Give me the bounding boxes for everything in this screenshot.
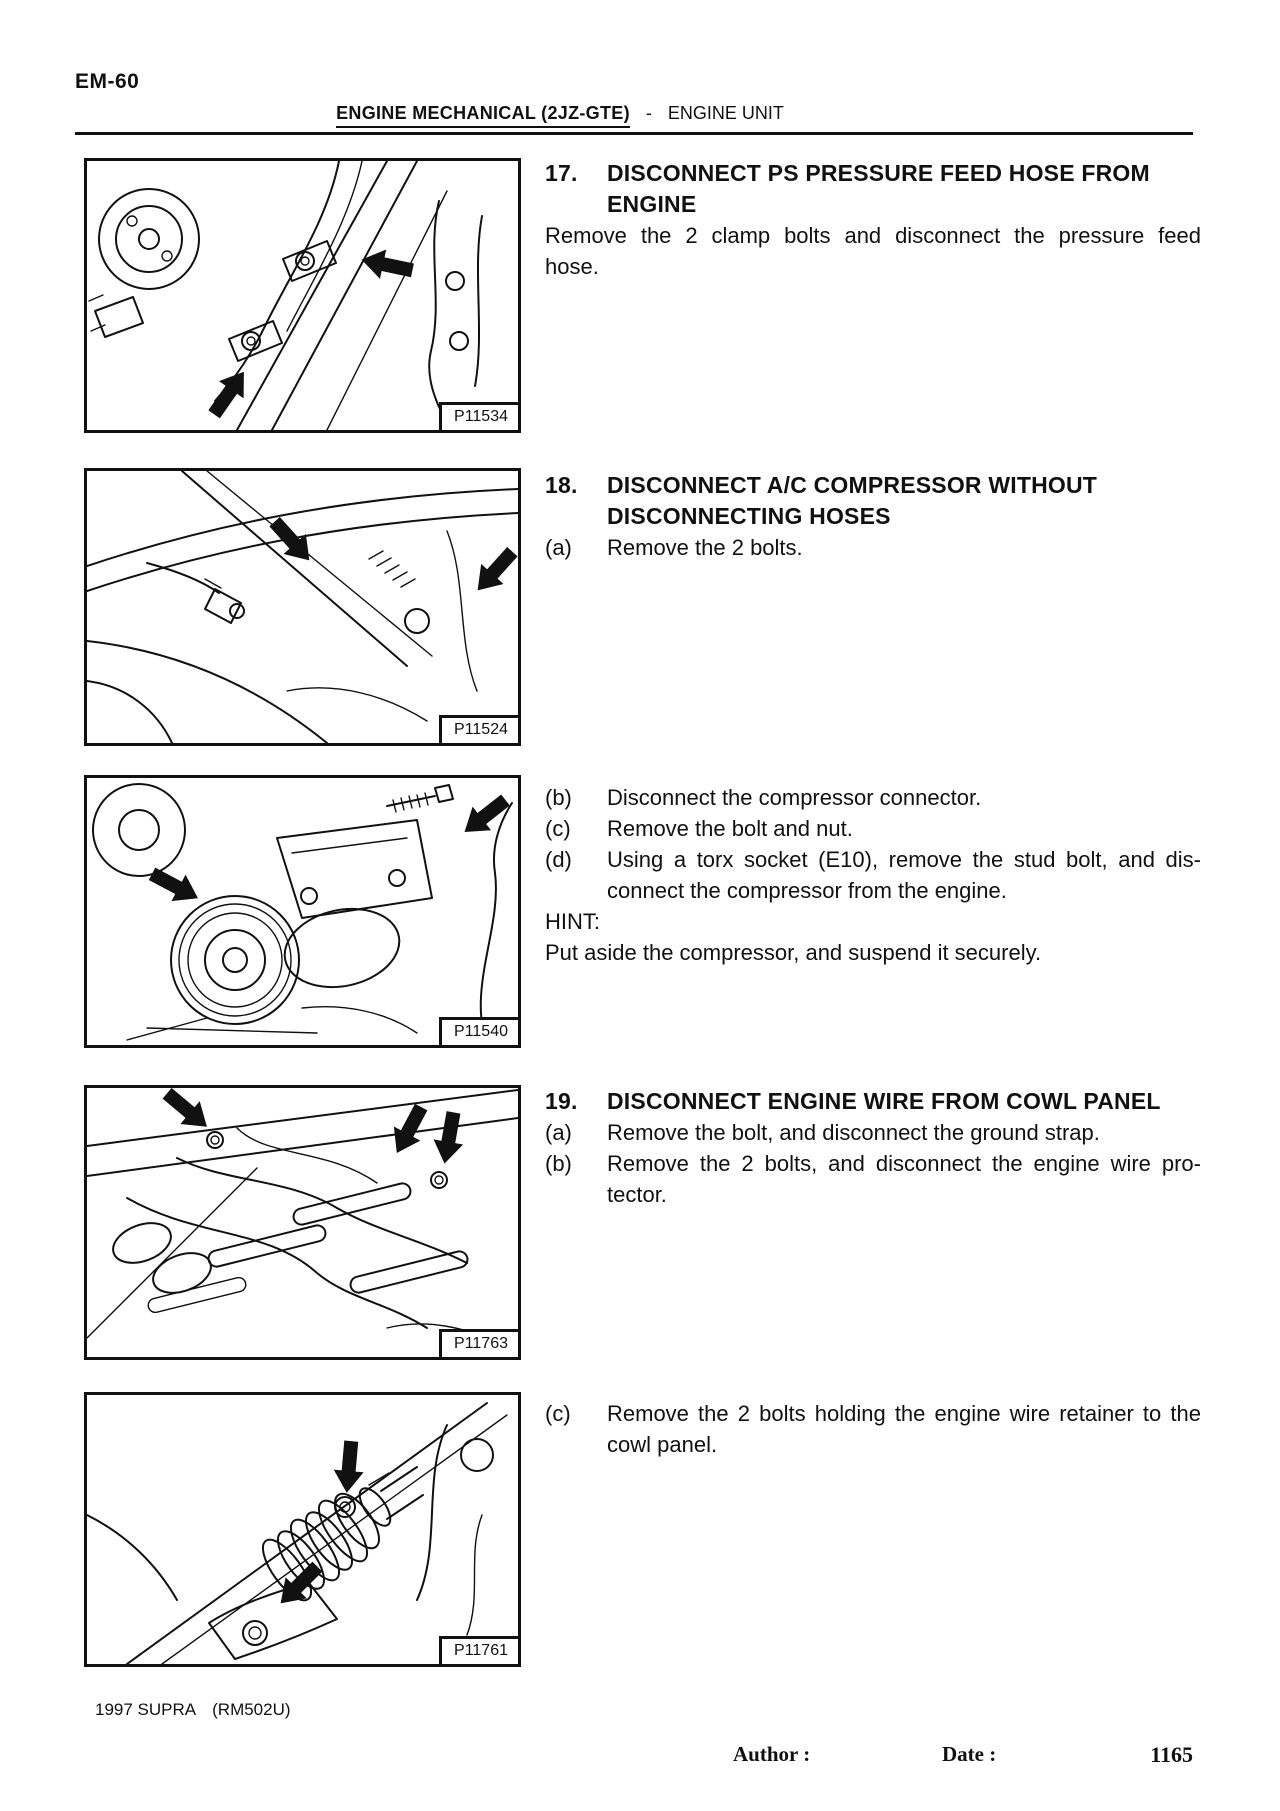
model-year-name: 1997 SUPRA [95,1700,197,1719]
figure-compressor-removal [84,775,521,1048]
figure-label: P11540 [439,1017,518,1045]
substep-label: (c) [545,1401,571,1426]
substep-text: Remove the bolt and nut. [607,816,853,841]
engine-illustration [87,471,518,743]
figure-label: P11763 [439,1329,518,1357]
substep-label: (a) [545,535,572,560]
figure-wire-retainer [84,1392,521,1667]
substep-text: Remove the bolt, and disconnect the ground strap. [607,1120,1100,1145]
step-19-block [545,1086,1201,1210]
hint-text: Put aside the compressor, and suspend it securely. [545,940,1042,965]
engine-illustration [87,1088,518,1357]
footer-row [0,1742,1280,1772]
callout-arrow [263,512,320,571]
substep-label: (b) [545,1151,572,1176]
manual-code: (RM502U) [212,1700,291,1719]
substep-text: Disconnect the compressor connector. [607,785,982,810]
step-title-line: DISCONNECT A/C COMPRESSOR WITHOUT [607,472,1098,498]
engine-illustration [87,1395,518,1664]
step-body-line: Remove the 2 clamp bolts and disconnect the pressure feed [545,223,1201,248]
substep-text: Using a torx socket (E10), remove the stud bolt, and dis- [607,847,1201,872]
substep-label: (d) [545,847,572,872]
engine-illustration [87,161,518,430]
step-body-line: hose. [545,254,599,279]
step-18-cont-block [545,782,1201,968]
substep-label: (b) [545,785,572,810]
engine-illustration [87,778,518,1045]
page-header [75,103,1045,124]
step-number: 18. [545,472,578,498]
callout-arrow [332,1440,366,1494]
callout-arrow [202,363,256,423]
header-section: ENGINE UNIT [667,103,784,123]
step-18-block [545,470,1201,563]
header-rule [75,132,1193,135]
figure-label: P11534 [439,402,518,430]
figure-engine-wire-cowl [84,1085,521,1360]
callout-arrow [455,788,514,844]
callout-arrow [430,1110,469,1166]
step-title-line: DISCONNECT ENGINE WIRE FROM COWL PANEL [607,1088,1161,1114]
step-title-line: DISCONNECT PS PRESSURE FEED HOSE FROM [607,160,1150,186]
substep-text: Remove the 2 bolts holding the engine wire retainer to the [607,1401,1201,1426]
substep-label: (a) [545,1120,572,1145]
footer-model [95,1700,307,1720]
substep-text: Remove the 2 bolts, and disconnect the engine wire pro- [607,1151,1201,1176]
figure-label: P11524 [439,715,518,743]
page-code: EM-60 [75,70,140,93]
author-label: Author : [733,1742,811,1766]
substep-text: tector. [607,1182,667,1207]
substep-text: connect the compressor from the engine. [607,878,1007,903]
header-chapter: ENGINE MECHANICAL (2JZ-GTE) [336,103,630,128]
callout-arrow [358,245,415,285]
callout-arrow [145,861,205,912]
step-17-block [545,158,1201,282]
substep-label: (c) [545,816,571,841]
step-title-line: ENGINE [607,191,697,217]
page-number: 1165 [1150,1742,1193,1767]
header-separator: - [645,103,652,123]
hint-label: HINT: [545,909,600,934]
step-number: 19. [545,1088,578,1114]
substep-text: cowl panel. [607,1432,718,1457]
figure-label: P11761 [439,1636,518,1664]
date-label: Date : [942,1742,997,1766]
figure-ac-compressor-bolts [84,468,521,746]
substep-text: Remove the 2 bolts. [607,535,803,560]
figure-ps-hose [84,158,521,433]
step-number: 17. [545,160,578,186]
callout-arrow [466,542,518,601]
step-title-line: DISCONNECTING HOSES [607,503,891,529]
step-19-cont-block [545,1398,1201,1460]
